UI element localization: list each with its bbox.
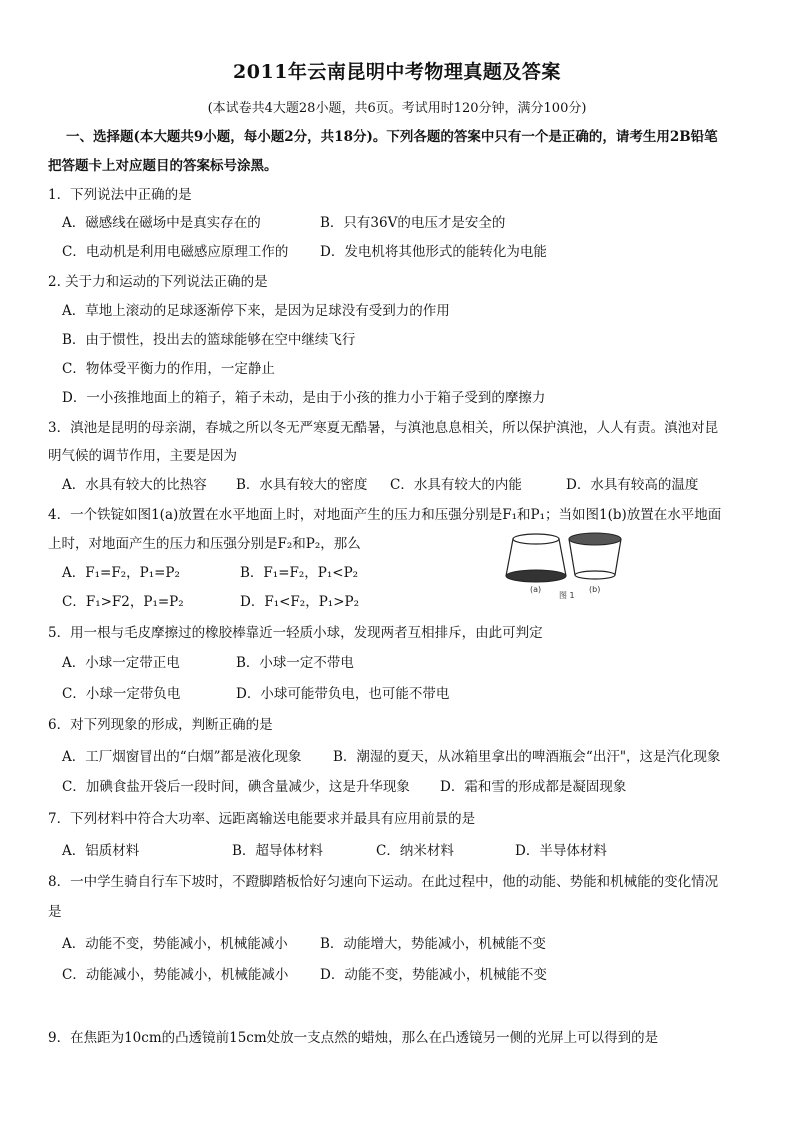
q8-option-c: C．动能减小，势能减小，机械能减小	[62, 967, 289, 983]
q7-option-c: C．纳米材料	[376, 843, 454, 859]
q2-option-c: C．物体受平衡力的作用，一定静止	[62, 361, 275, 377]
q3-option-c: C．水具有较大的内能	[390, 477, 522, 493]
q4-option-b: B．F₁=F₂，P₁<P₂	[240, 565, 359, 581]
q4-option-d: D．F₁<F₂，P₁>P₂	[240, 594, 359, 610]
frustum-a-shape	[506, 534, 566, 582]
q3-option-b: B．水具有较大的密度	[236, 477, 368, 493]
section-heading-line1: 一、选择题(本大题共9小题，每小题2分，共18分)。下列各题的答案中只有一个是正确的，请考生用2B铅笔	[66, 129, 718, 145]
q3-stem-line2: 明气候的调节作用，主要是因为	[48, 448, 237, 464]
q6-option-c: C．加碘食盐开袋后一段时间，碘含量减少，这是升华现象	[62, 779, 410, 795]
q2-option-a: A．草地上滚动的足球逐渐停下来，是因为足球没有受到力的作用	[62, 303, 450, 319]
q3-stem-line1: 3．滇池是昆明的母亲湖，春城之所以冬无严寒夏无酷暑，与滇池息息相关，所以保护滇池，人人有责。滇池对昆	[48, 420, 719, 436]
q9-stem: 9．在焦距为10cm的凸透镜前15cm处放一支点然的蜡烛，那么在凸透镜另一侧的光屏上可以得到的是	[48, 1030, 659, 1046]
q2-stem: 2. 关于力和运动的下列说法正确的是	[48, 274, 268, 290]
q7-option-a: A．铝质材料	[62, 843, 140, 859]
q6-option-a: A．工厂烟窗冒出的“白烟”都是液化现象	[62, 749, 302, 765]
q7-option-d: D．半导体材料	[515, 843, 607, 859]
q8-option-d: D．动能不变，势能减小，机械能不变	[320, 967, 547, 983]
figure-1-frustums	[503, 528, 625, 600]
q5-option-c: C．小球一定带负电	[62, 686, 181, 702]
q4-stem-line1: 4．一个铁锭如图1(a)放置在水平地面上时，对地面产生的压力和压强分别是F₁和P₁；当如图1(b)放置在水平地面	[48, 507, 722, 523]
q1-option-d: D．发电机将其他形式的能转化为电能	[320, 244, 547, 260]
q8-option-b: B．动能增大，势能减小，机械能不变	[320, 936, 546, 952]
section-heading-line2: 把答题卡上对应题目的答案标号涂黑。	[48, 158, 278, 174]
q7-option-b: B．超导体材料	[232, 843, 323, 859]
q5-option-a: A．小球一定带正电	[62, 655, 180, 671]
q6-option-b: B．潮湿的夏天，从冰箱里拿出的啤酒瓶会“出汗"，这是汽化现象	[333, 749, 721, 765]
q7-stem: 7．下列材料中符合大功率、远距离输送电能要求并最具有应用前景的是	[48, 811, 476, 827]
q1-option-b: B．只有36V的电压才是安全的	[320, 215, 506, 231]
q1-option-a: A．磁感线在磁场中是真实存在的	[62, 215, 261, 231]
q8-option-a: A．动能不变，势能减小，机械能减小	[62, 936, 288, 952]
q2-option-b: B．由于惯性，投出去的篮球能够在空中继续飞行	[62, 332, 356, 348]
q5-option-b: B．小球一定不带电	[236, 655, 354, 671]
q5-stem: 5．用一根与毛皮摩擦过的橡胶棒靠近一轻质小球，发现两者互相排斥，由此可判定	[48, 625, 543, 641]
q4-stem-line2: 上时，对地面产生的压力和压强分别是F₂和P₂，那么	[48, 536, 361, 552]
q3-option-d: D．水具有较高的温度	[566, 477, 699, 493]
frustum-b-shape	[569, 533, 621, 579]
q3-option-a: A．水具有较大的比热容	[62, 477, 207, 493]
q1-stem: 1．下列说法中正确的是	[48, 187, 192, 203]
page-title: 2011年云南昆明中考物理真题及答案	[233, 61, 561, 83]
q8-stem-line2: 是	[48, 904, 62, 920]
figure-caption: 图 1	[559, 591, 575, 600]
figure-label-b: (b)	[589, 585, 601, 594]
q4-option-c: C．F₁>F2，P₁=P₂	[62, 594, 184, 610]
q8-stem-line1: 8．一中学生骑自行车下坡时，不蹬脚踏板恰好匀速向下运动。在此过程中，他的动能、势能和机械能的变化情况	[48, 874, 719, 890]
figure-label-a: (a)	[530, 585, 542, 594]
q1-option-c: C．电动机是利用电磁感应原理工作的	[62, 244, 289, 260]
q2-option-d: D．一小孩推地面上的箱子，箱子未动，是由于小孩的推力小于箱子受到的摩擦力	[62, 390, 546, 406]
exam-info: (本试卷共4大题28小题，共6页。考试用时120分钟，满分100分)	[207, 101, 587, 116]
q4-option-a: A．F₁=F₂，P₁=P₂	[62, 565, 180, 581]
q6-stem: 6．对下列现象的形成，判断正确的是	[48, 717, 273, 733]
q6-option-d: D．霜和雪的形成都是凝固现象	[440, 779, 627, 795]
q5-option-d: D．小球可能带负电，也可能不带电	[236, 686, 450, 702]
